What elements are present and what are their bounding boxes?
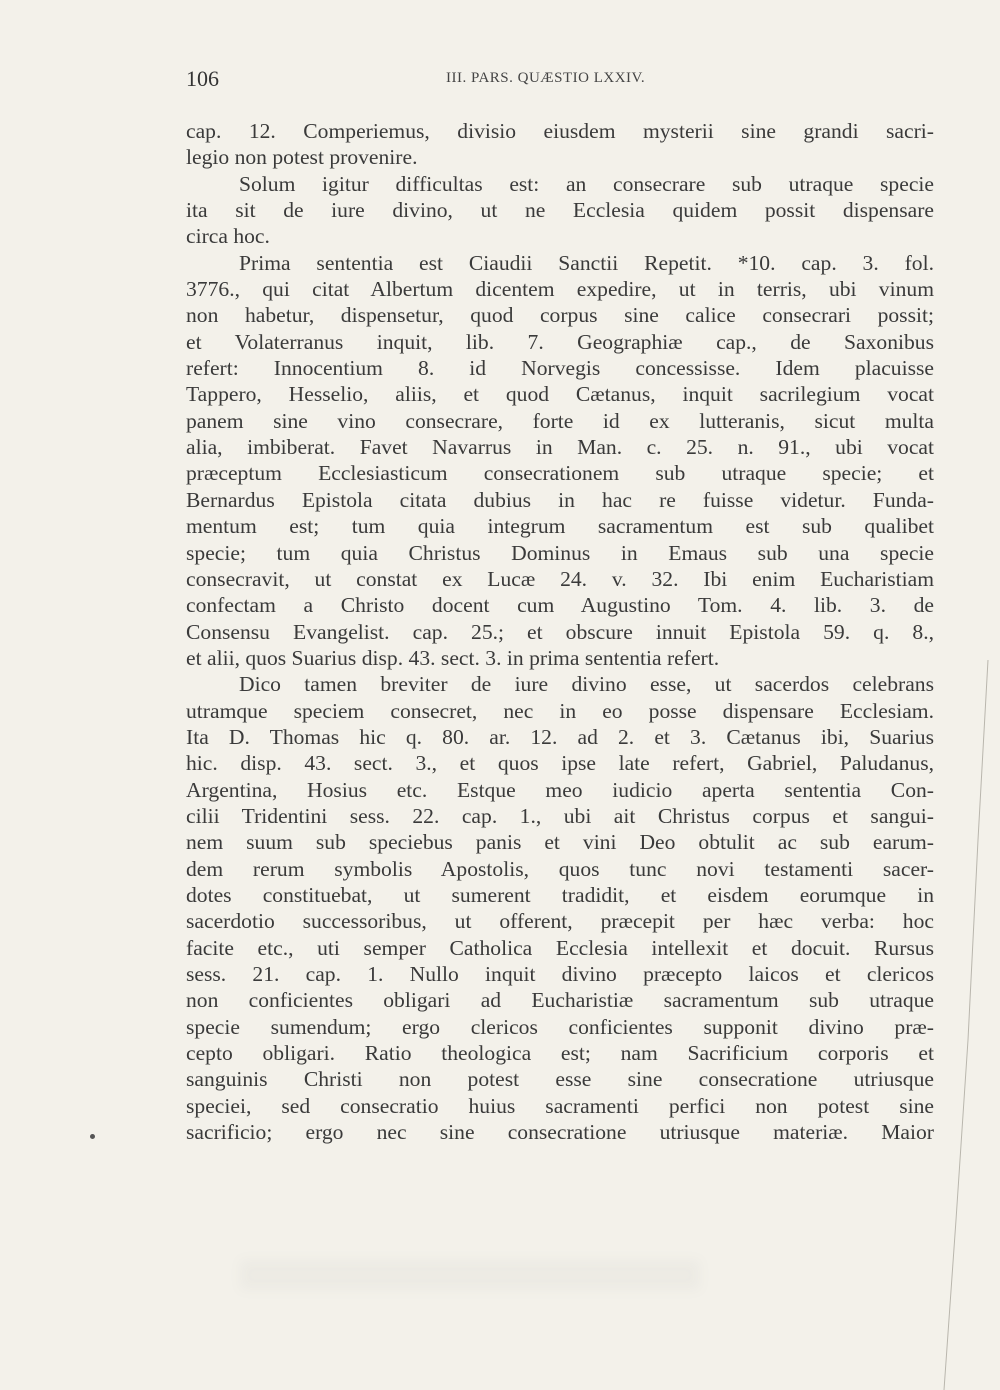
text-line: alia, imbiberat. Favet Navarrus in Man. c. 25. n. 91., ubi vocat [186, 435, 934, 460]
text-line: utramque speciem consecret, nec in eo posse dispensare Ecclesiam. [186, 698, 934, 723]
text-line: dotes constituebat, ut sumerent tradidit, et eisdem eorumque in [186, 882, 934, 907]
text-line: sanguinis Christi non potest esse sine consecratione utriusque [186, 1067, 934, 1092]
text-line: sess. 21. cap. 1. Nullo inquit divino præcepto laicos et clericos [186, 962, 934, 986]
paper-crease [930, 660, 990, 1390]
text-line: Solum igitur difficultas est: an consecrare sub utraque specie [239, 171, 934, 196]
text-line: sacerdotio successoribus, ut offerent, præcepit per hæc verba: hoc [186, 909, 934, 934]
text-line: nem suum sub speciebus panis et vini Deo obtulit ac sub earum- [186, 830, 934, 855]
text-line: Consensu Evangelist. cap. 25.; et obscure innuit Epistola 59. q. 8., [186, 619, 934, 644]
running-title: III. PARS. QUÆSTIO LXXIV. [446, 70, 646, 86]
text-line: ita sit de iure divino, ut ne Ecclesia quidem possit dispensare [186, 198, 934, 223]
text-line: speciei, sed consecratio huius sacramenti perfici non potest sine [186, 1093, 934, 1118]
page-number: 106 [186, 66, 219, 91]
text-line: Prima sententia est Ciaudii Sanctii Repetit. *10. cap. 3. fol. [239, 250, 934, 275]
text-line: facite etc., uti semper Catholica Ecclesia intellexit et docuit. Rursus [186, 935, 934, 960]
text-line: cilii Tridentini sess. 22. cap. 1., ubi ait Christus corpus et sangui- [186, 803, 934, 828]
text-line: Tappero, Hesselio, aliis, et quod Cætanus, inquit sacrilegium vocat [186, 382, 934, 407]
text-line: specie; tum quia Christus Dominus in Emaus sub una specie [186, 540, 934, 565]
text-line: et alii, quos Suarius disp. 43. sect. 3. in prima sententia refert. [186, 645, 720, 670]
text-line: non habetur, dispensetur, quod corpus sine calice consecrari possit; [186, 303, 934, 328]
text-line: Argentina, Hosius etc. Estque meo iudicio aperta sententia Con- [186, 777, 934, 802]
text-line: hic. disp. 43. sect. 3., et quos ipse late refert, Gabriel, Paludanus, [186, 751, 934, 776]
text-line: circa hoc. [186, 224, 270, 249]
text-line: panem sine vino consecrare, forte id ex lutteranis, sicut multa [186, 408, 934, 433]
text-line: 3776., qui citat Albertum dicentem expedire, ut in terris, ubi vinum [186, 277, 934, 302]
text-line: non conficientes obligari ad Eucharistiæ sacramentum sub utraque [186, 988, 934, 1013]
body-text [186, 118, 934, 1145]
text-line: refert: Innocentium 8. id Norvegis concessisse. Idem placuisse [186, 356, 934, 381]
text-line: sacrificio; ergo nec sine consecratione utriusque materiæ. Maior [186, 1120, 934, 1145]
text-line: dem rerum symbolis Apostolis, quos tunc novi testamenti sacer- [186, 856, 934, 881]
margin-dot [90, 1134, 95, 1139]
text-line: præceptum Ecclesiasticum consecrationem sub utraque specie; et [186, 461, 934, 486]
text-line: Dico tamen breviter de iure divino esse, ut sacerdos celebrans [239, 672, 934, 697]
text-line: legio non potest provenire. [186, 145, 418, 170]
text-line: Ita D. Thomas hic q. 80. ar. 12. ad 2. et 3. Cætanus ibi, Suarius [186, 724, 934, 749]
bleed-through-mark [240, 1260, 700, 1290]
text-line: et Volaterranus inquit, lib. 7. Geographiæ cap., de Saxonibus [186, 329, 934, 354]
text-line: Bernardus Epistola citata dubius in hac re fuisse videtur. Funda- [186, 487, 934, 512]
text-line: consecravit, ut constat ex Lucæ 24. v. 32. Ibi enim Eucharistiam [186, 566, 934, 591]
text-line: specie sumendum; ergo clericos conficientes supponit divino præ- [186, 1014, 934, 1039]
text-line: cepto obligari. Ratio theologica est; nam Sacrificium corporis et [186, 1041, 934, 1066]
text-line: cap. 12. Comperiemus, divisio eiusdem mysterii sine grandi sacri- [186, 119, 934, 143]
text-line: mentum est; tum quia integrum sacramentum est sub qualibet [186, 514, 934, 539]
text-line: confectam a Christo docent cum Augustino Tom. 4. lib. 3. de [186, 593, 934, 618]
